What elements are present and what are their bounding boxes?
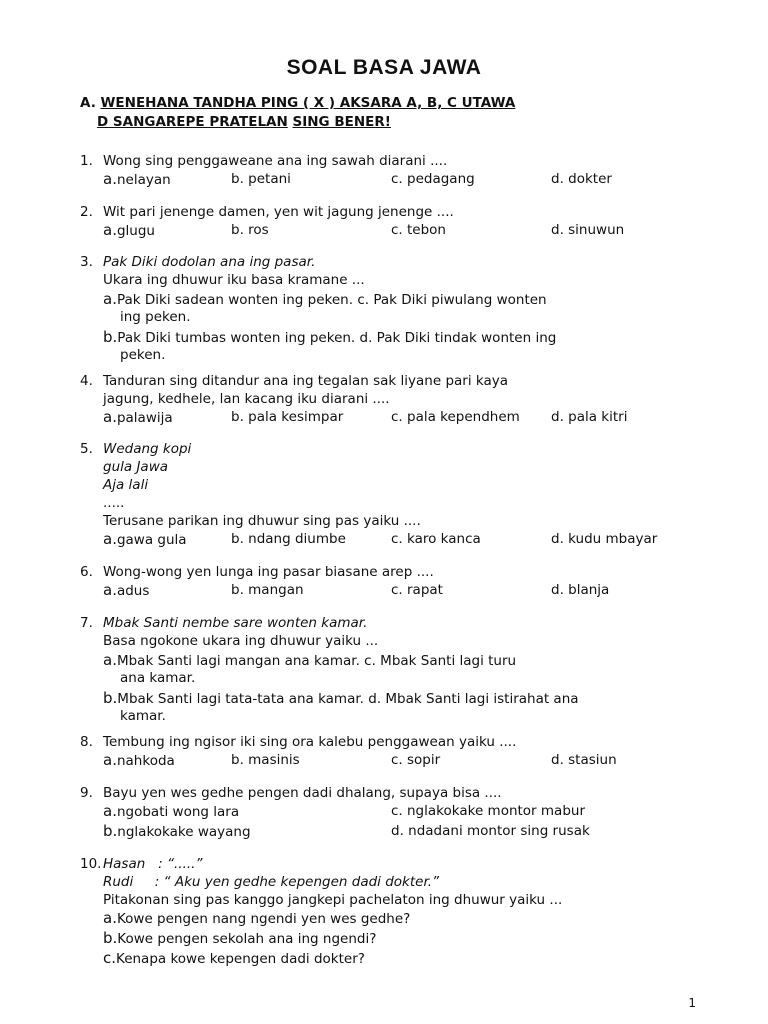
option-c[interactable]: c. pala kependhem (391, 409, 520, 425)
option-b[interactable]: b. petani (231, 171, 291, 187)
question-text-cont: jagung, kedhele, lan kacang iku diarani .... (103, 391, 390, 407)
options (103, 170, 720, 190)
option-d[interactable]: d. pala kitri (551, 409, 628, 425)
option-a[interactable]: a.palawija (103, 408, 173, 426)
question-number: 9. (80, 785, 93, 801)
option-a[interactable]: a.adus (103, 581, 150, 599)
question-3 (80, 253, 720, 364)
question-number: 6. (80, 564, 93, 580)
option-a[interactable]: a.Pak Diki sadean wonten ing peken. c. Pak Diki piwulang wonten ing peken. (103, 290, 547, 325)
question-text: Wong-wong yen lunga ing pasar biasane arep .... (103, 564, 434, 580)
parikan-line-1: Wedang kopi (103, 441, 192, 457)
option-d[interactable]: d. sinuwun (551, 222, 625, 238)
page-number: 1 (688, 996, 696, 1010)
question-9 (80, 784, 720, 842)
options-row-2 (103, 822, 720, 842)
question-prompt: Basa ngokone ukara ing dhuwur yaiku ... (103, 633, 379, 649)
question-number: 2. (80, 204, 93, 220)
question-text: Wong sing penggaweane ana ing sawah diarani .... (103, 153, 448, 169)
option-b[interactable]: b. ndang diumbe (231, 531, 346, 547)
question-number: 3. (80, 254, 93, 270)
question-text: Wit pari jenenge damen, yen wit jagung jenenge .... (103, 204, 454, 220)
question-7 (80, 614, 720, 725)
question-8 (80, 733, 720, 771)
question-number: 5. (80, 441, 93, 457)
instruction-line-1: WENEHANA TANDHA PING ( X ) AKSARA A, B, C UTAWA (100, 95, 516, 111)
instruction-line-2a: D SANGAREPE PRATELAN (97, 114, 288, 130)
options (103, 530, 720, 550)
question-number: 1. (80, 153, 93, 169)
options-row-1 (103, 802, 720, 822)
option-d[interactable]: d. ndadani montor sing rusak (391, 823, 590, 839)
options (103, 408, 720, 428)
option-b[interactable]: b.Pak Diki tumbas wonten ing peken. d. Pak Diki tindak wonten ing peken. (103, 328, 557, 363)
question-2 (80, 203, 720, 241)
question-text: Tembung ing ngisor iki sing ora kalebu penggawean yaiku .... (103, 734, 517, 750)
options (103, 581, 720, 601)
question-text: Pak Diki dodolan ana ing pasar. (103, 254, 316, 270)
parikan-line-3: Aja lali (103, 477, 149, 493)
option-b[interactable]: b.nglakokake wayang (103, 822, 251, 840)
question-text: Bayu yen wes gedhe pengen dadi dhalang, supaya bisa .... (103, 785, 502, 801)
option-a[interactable]: a.gawa gula (103, 530, 187, 548)
question-prompt: Ukara ing dhuwur iku basa kramane ... (103, 272, 365, 288)
option-a[interactable]: a.nelayan (103, 170, 171, 188)
question-text: Mbak Santi nembe sare wonten kamar. (103, 615, 368, 631)
option-c[interactable]: c. nglakokake montor mabur (391, 803, 585, 819)
question-6 (80, 563, 720, 601)
options (103, 751, 720, 771)
question-number: 7. (80, 615, 93, 631)
option-b[interactable]: b.Mbak Santi lagi tata-tata ana kamar. d. Mbak Santi lagi istirahat ana kamar. (103, 689, 579, 724)
option-a[interactable]: a.ngobati wong lara (103, 802, 240, 820)
question-text: Tanduran sing ditandur ana ing tegalan sak liyane pari kaya (103, 373, 508, 389)
option-a[interactable]: a.Kowe pengen nang ngendi yen wes gedhe? (103, 909, 411, 927)
option-d[interactable]: d. dokter (551, 171, 612, 187)
question-number: 4. (80, 373, 93, 389)
dialog-line-2: Rudi : “ Aku yen gedhe kepengen dadi dokter.” (103, 874, 440, 890)
options (103, 221, 720, 241)
question-text: Pitakonan sing pas kanggo jangkepi pachelaton ing dhuwur yaiku ... (103, 892, 563, 908)
section-label: A. (80, 95, 96, 111)
question-10 (80, 855, 720, 969)
question-number: 8. (80, 734, 93, 750)
option-b[interactable]: b. mangan (231, 582, 304, 598)
option-c[interactable]: c. rapat (391, 582, 443, 598)
option-b[interactable]: b. masinis (231, 752, 300, 768)
option-a[interactable]: a.nahkoda (103, 751, 175, 769)
option-a[interactable]: a.glugu (103, 221, 155, 239)
parikan-line-2: gula Jawa (103, 459, 169, 475)
option-c[interactable]: c. pedagang (391, 171, 475, 187)
instruction (80, 94, 700, 132)
option-b[interactable]: b.Kowe pengen sekolah ana ing ngendi? (103, 929, 377, 947)
question-5 (80, 440, 720, 550)
option-d[interactable]: d. kudu mbayar (551, 531, 658, 547)
instruction-line-2b: SING BENER! (292, 114, 391, 130)
question-1 (80, 152, 720, 190)
option-c[interactable]: c. karo kanca (391, 531, 481, 547)
option-a[interactable]: a.Mbak Santi lagi mangan ana kamar. c. Mbak Santi lagi turu ana kamar. (103, 651, 517, 686)
option-b[interactable]: b. pala kesimpar (231, 409, 344, 425)
dialog-line-1: Hasan : “.....” (103, 856, 203, 872)
option-c[interactable]: c. tebon (391, 222, 446, 238)
question-4 (80, 372, 720, 428)
parikan-line-4: ..... (103, 495, 125, 511)
question-number: 10. (80, 856, 102, 872)
page-title: SOAL BASA JAWA (286, 56, 482, 79)
option-c[interactable]: c. sopir (391, 752, 441, 768)
option-d[interactable]: d. stasiun (551, 752, 617, 768)
question-text: Terusane parikan ing dhuwur sing pas yaiku .... (103, 513, 421, 529)
option-b[interactable]: b. ros (231, 222, 269, 238)
option-d[interactable]: d. blanja (551, 582, 610, 598)
option-c[interactable]: c.Kenapa kowe kepengen dadi dokter? (103, 949, 365, 967)
